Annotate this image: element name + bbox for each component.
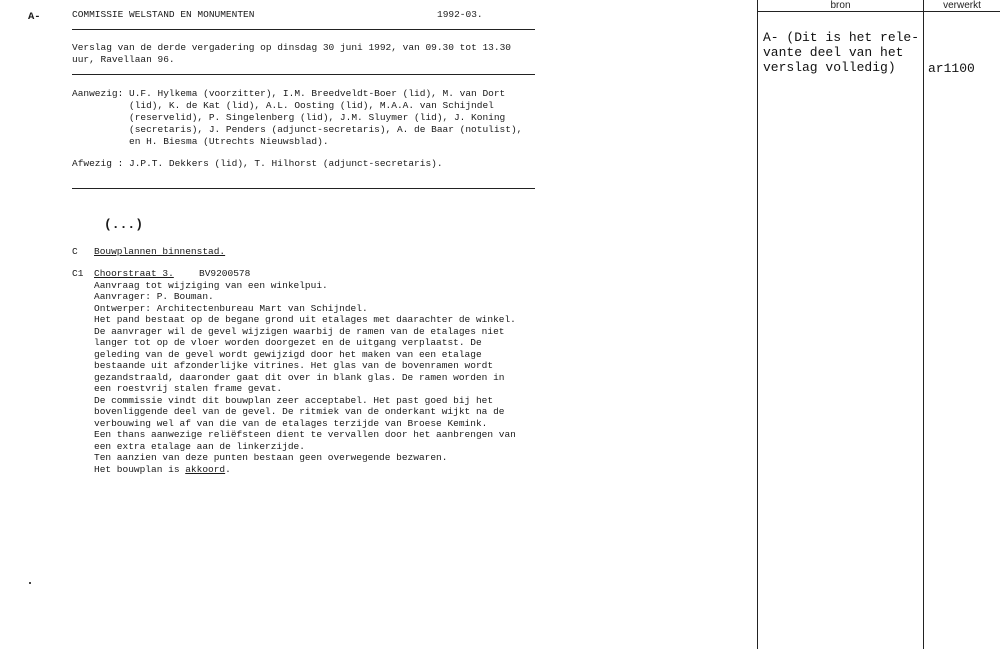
column-divider-left (757, 0, 758, 649)
meeting-line: uur, Ravellaan 96. (72, 54, 175, 65)
divider (72, 188, 535, 189)
item-line: Aanvraag tot wijziging van een winkelpui. (94, 280, 328, 291)
item-conclusion (94, 464, 231, 476)
absent-label: Afwezig : (72, 158, 124, 169)
margin-marker: A- (28, 11, 41, 23)
item-number: BV9200578 (199, 268, 251, 279)
scan-speck (29, 582, 31, 584)
present-line: en H. Biesma (Utrechts Nieuwsblad). (129, 136, 329, 147)
item-line: gezandstraald, daaronder gaat dit over in blank glas. De ramen worden in (94, 372, 505, 383)
item-line: Aanvrager: P. Bouman. (94, 291, 214, 302)
item-line: bestaande uit afzonderlijke vitrines. Het glas van de bovenramen wordt (94, 360, 494, 371)
item-line: De aanvrager wil de gevel wijzigen waarbij de ramen van de etalages niet (94, 326, 505, 337)
document-header-number: 1992-03. (437, 9, 483, 20)
item-line: Een thans aanwezige reliëfsteen dient te vervallen door het aanbrengen van (94, 429, 516, 440)
verwerkt-value: ar1100 (928, 61, 975, 76)
conclusion-suffix: . (225, 464, 231, 475)
item-line: bovenliggende deel van de gevel. De ritmiek van de onderkant wijkt na de (94, 406, 505, 417)
conclusion-verdict: akkoord (185, 464, 226, 475)
item-line: een extra etalage aan de linkerzijde. (94, 441, 305, 452)
bron-note-line: verslag volledig) (763, 60, 896, 75)
conclusion-prefix: Het bouwplan is (94, 464, 186, 475)
item-line: verbouwing wel af van die van de etalages terzijde van Broese Kemink. (94, 418, 488, 429)
document-header-title: COMMISSIE WELSTAND EN MONUMENTEN (72, 9, 255, 20)
item-code: C1 (72, 268, 84, 279)
bron-note-line: vante deel van het (763, 45, 904, 60)
present-line: (reservelid), P. Singelenberg (lid), J.M. Sluymer (lid), J. Koning (129, 112, 506, 123)
column-header-bron: bron (830, 0, 851, 11)
bron-note-line: A- (Dit is het rele- (763, 30, 920, 45)
meeting-line: Verslag van de derde vergadering op dinsdag 30 juni 1992, van 09.30 tot 13.30 (72, 42, 511, 53)
item-line: geleding van de gevel wordt gewijzigd door het maken van een etalage (94, 349, 482, 360)
present-label: Aanwezig: (72, 88, 124, 99)
item-line: langer tot op de vloer worden doorgezet en de uitgang verplaatst. De (94, 337, 482, 348)
item-address: Choorstraat 3. (94, 268, 174, 279)
item-line: Het pand bestaat op de begane grond uit etalages met daarachter de winkel. (94, 314, 516, 325)
item-line: een roestvrij stalen frame gevat. (94, 383, 283, 394)
column-divider-middle (923, 0, 924, 649)
present-line: (lid), K. de Kat (lid), A.L. Oosting (lid), M.A.A. van Schijndel (129, 100, 494, 111)
absent-text: J.P.T. Dekkers (lid), T. Hilhorst (adjunct-secretaris). (129, 158, 443, 169)
item-line: Ten aanzien van deze punten bestaan geen overwegende bezwaren. (94, 452, 448, 463)
section-code: C (72, 246, 78, 257)
column-header-verwerkt: verwerkt (943, 0, 981, 11)
section-title: Bouwplannen binnenstad. (94, 246, 226, 257)
divider (72, 29, 535, 30)
item-line: De commissie vindt dit bouwplan zeer acceptabel. Het past goed bij het (94, 395, 494, 406)
present-line: (secretaris), J. Penders (adjunct-secretaris), A. de Baar (notulist), (129, 124, 523, 135)
item-line: Ontwerper: Architectenbureau Mart van Schijndel. (94, 303, 368, 314)
present-line: U.F. Hylkema (voorzitter), I.M. Breedveldt-Boer (lid), M. van Dort (129, 88, 506, 99)
omission-marker: (...) (104, 217, 144, 232)
column-header-rule (757, 11, 1000, 12)
divider (72, 74, 535, 75)
